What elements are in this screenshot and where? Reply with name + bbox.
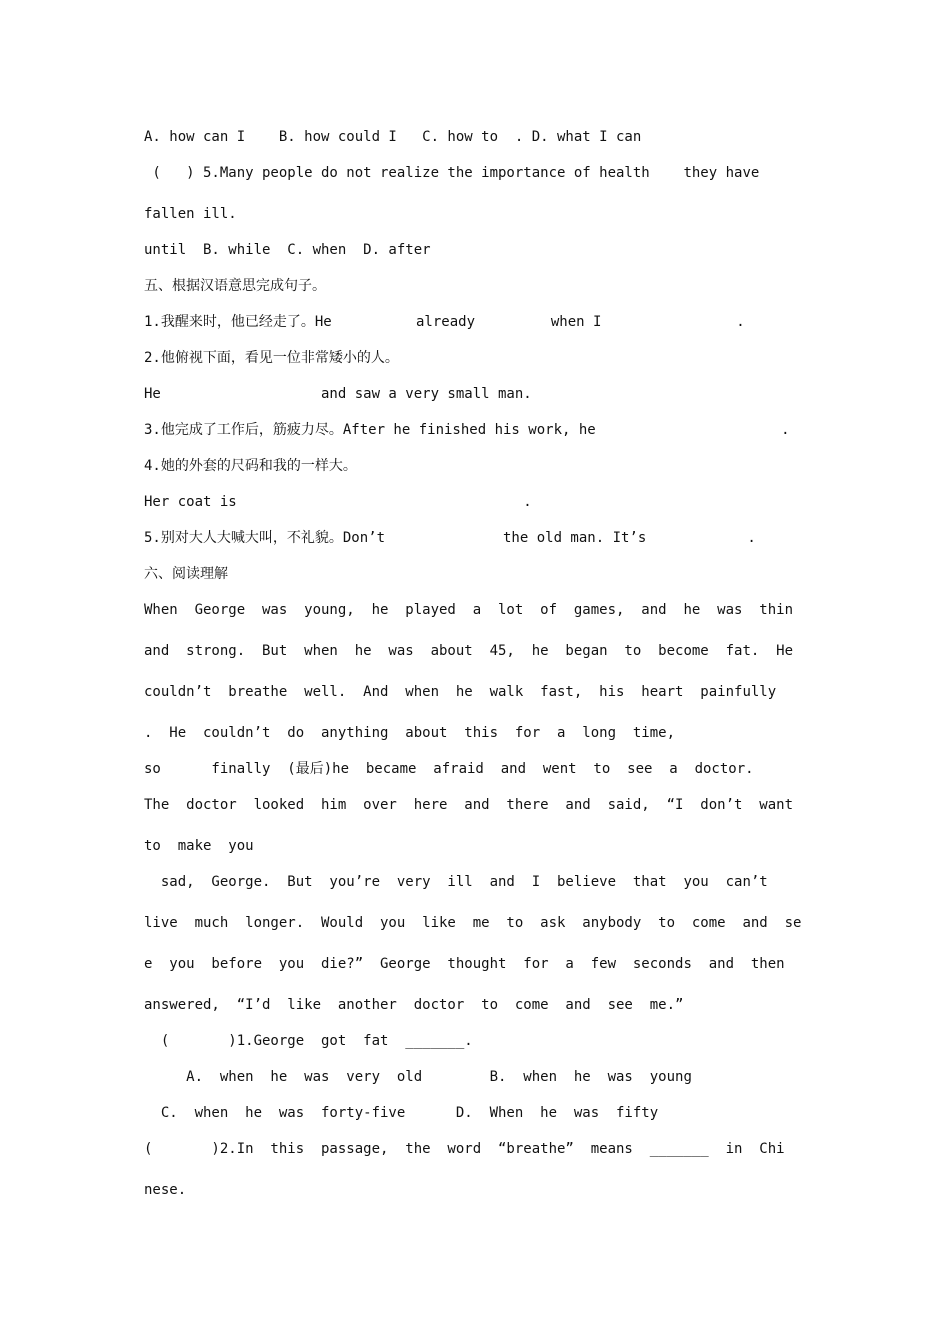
text-line: fallen ill. bbox=[144, 206, 237, 222]
text-line: A. how can I B. how could I C. how to . D. what I can bbox=[144, 129, 642, 145]
text-line: 5.别对大人大喊大叫，不礼貌。Don’t the old man. It’s . bbox=[144, 530, 756, 546]
text-line: ( ) 5.Many people do not realize the importance of health they have bbox=[144, 165, 760, 181]
section-heading: 六、阅读理解 bbox=[144, 566, 228, 582]
passage-line: When George was young, he played a lot of games, and he was thin bbox=[144, 602, 794, 618]
text-line: 3.他完成了工作后，筋疲力尽。After he finished his work, he . bbox=[144, 422, 790, 438]
passage-line: and strong. But when he was about 45, he began to become fat. He bbox=[144, 643, 794, 659]
passage-line: sad, George. But you’re very ill and I believe that you can’t bbox=[144, 874, 768, 890]
question-line: ( )2.In this passage, the word “breathe” means _______ in Chi bbox=[144, 1141, 785, 1157]
passage-line: so finally (最后)he became afraid and went to see a doctor. bbox=[144, 761, 754, 777]
passage-line: . He couldn’t do anything about this for a long time, bbox=[144, 725, 676, 741]
option-line: A. when he was very old B. when he was young bbox=[144, 1069, 692, 1085]
option-line: C. when he was forty-five D. When he was fifty bbox=[144, 1105, 659, 1121]
passage-line: live much longer. Would you like me to ask anybody to come and se bbox=[144, 915, 802, 931]
text-line: 4.她的外套的尺码和我的一样大。 bbox=[144, 458, 357, 474]
question-line: ( )1.George got fat _______. bbox=[144, 1033, 473, 1049]
passage-line: couldn’t breathe well. And when he walk fast, his heart painfully bbox=[144, 684, 777, 700]
text-line: He and saw a very small man. bbox=[144, 386, 532, 402]
passage-line: answered, “I’d like another doctor to come and see me.” bbox=[144, 997, 684, 1013]
text-line: nese. bbox=[144, 1182, 187, 1198]
passage-line: The doctor looked him over here and there and said, “I don’t want bbox=[144, 797, 794, 813]
text-line: 2.他俯视下面，看见一位非常矮小的人。 bbox=[144, 350, 399, 366]
text-line: Her coat is . bbox=[144, 494, 532, 510]
text-line: 1.我醒来时，他已经走了。He already when I . bbox=[144, 314, 745, 330]
section-heading: 五、根据汉语意思完成句子。 bbox=[144, 278, 326, 294]
passage-line: to make you bbox=[144, 838, 254, 854]
text-line: until B. while C. when D. after bbox=[144, 242, 431, 258]
passage-line: e you before you die?” George thought for a few seconds and then bbox=[144, 956, 785, 972]
